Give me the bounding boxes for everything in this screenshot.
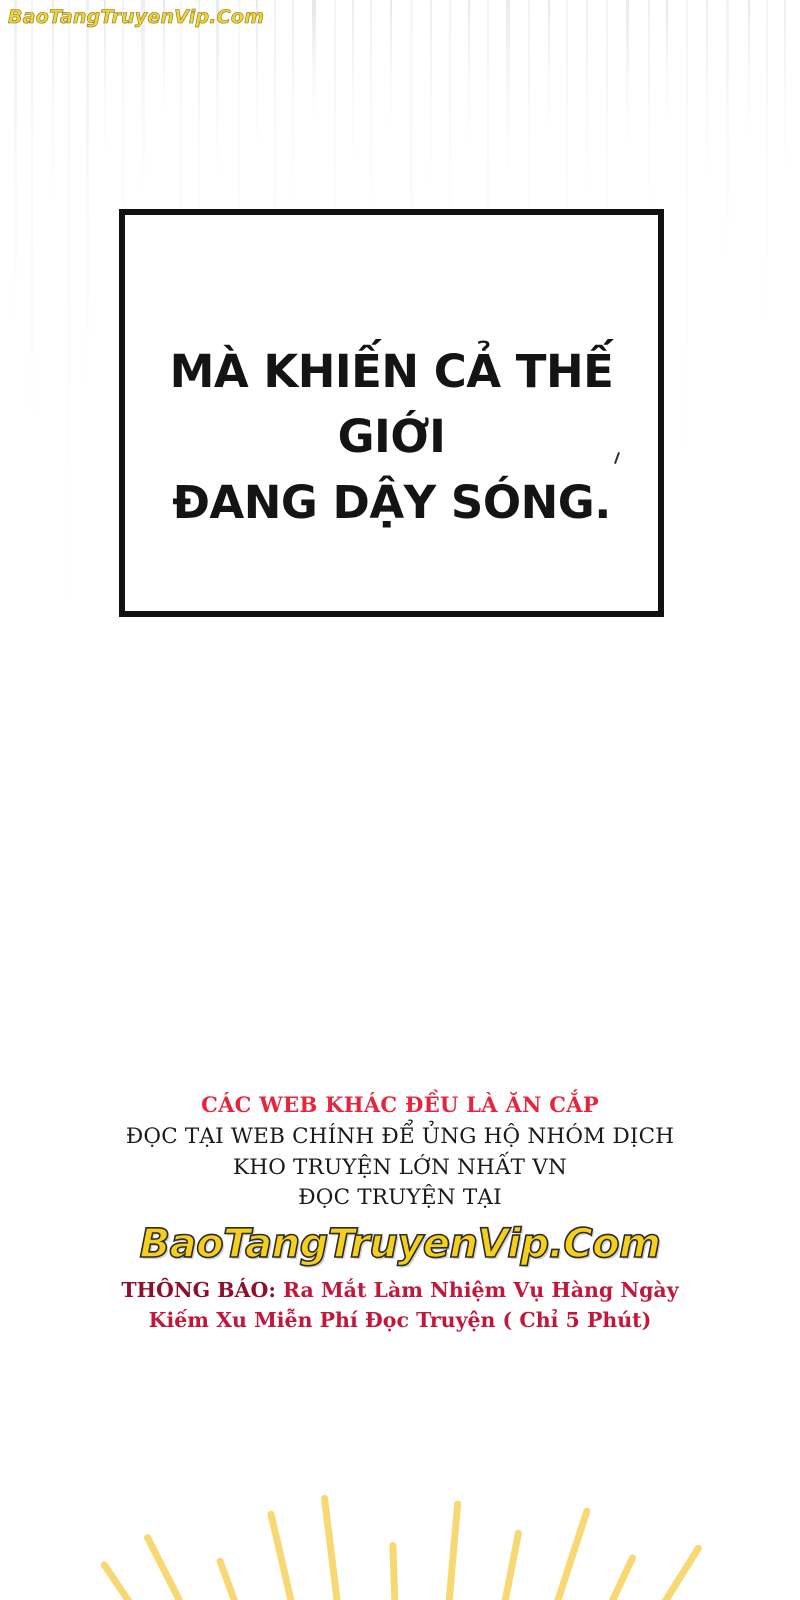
- promo-block: [0, 1092, 800, 1336]
- caption-text: [125, 339, 658, 535]
- promo-line-3: ĐỌC TRUYỆN TẠI: [298, 1185, 502, 1211]
- caption-line-1: MÀ KHIẾN CẢ THẾ GIỚI: [169, 345, 614, 464]
- promo-red-headline: CÁC WEB KHÁC ĐỀU LÀ ĂN CẮP: [201, 1092, 599, 1117]
- promo-notice-label: THÔNG BÁO:: [121, 1278, 276, 1303]
- yellow-ray-burst: [0, 1440, 800, 1600]
- promo-notice-text: Ra Mắt Làm Nhiệm Vụ Hàng Ngày: [275, 1278, 679, 1303]
- ink-tick-mark: [612, 452, 622, 464]
- promo-notice: [0, 1276, 800, 1335]
- promo-line-1: ĐỌC TẠI WEB CHÍNH ĐỂ ỦNG HỘ NHÓM DỊCH: [125, 1124, 675, 1149]
- caption-panel: [119, 209, 664, 617]
- caption-line-2: ĐANG DẬY SÓNG.: [172, 475, 611, 529]
- promo-line-2: KHO TRUYỆN LỚN NHẤT VN: [232, 1154, 567, 1180]
- promo-brand-name: BaoTangTruyenVip.Com: [139, 1221, 661, 1268]
- watermark-top-left: BaoTangTruyenVip.Com: [8, 6, 265, 28]
- promo-notice-line-2: Kiếm Xu Miễn Phí Đọc Truyện ( Chỉ 5 Phút): [148, 1307, 652, 1332]
